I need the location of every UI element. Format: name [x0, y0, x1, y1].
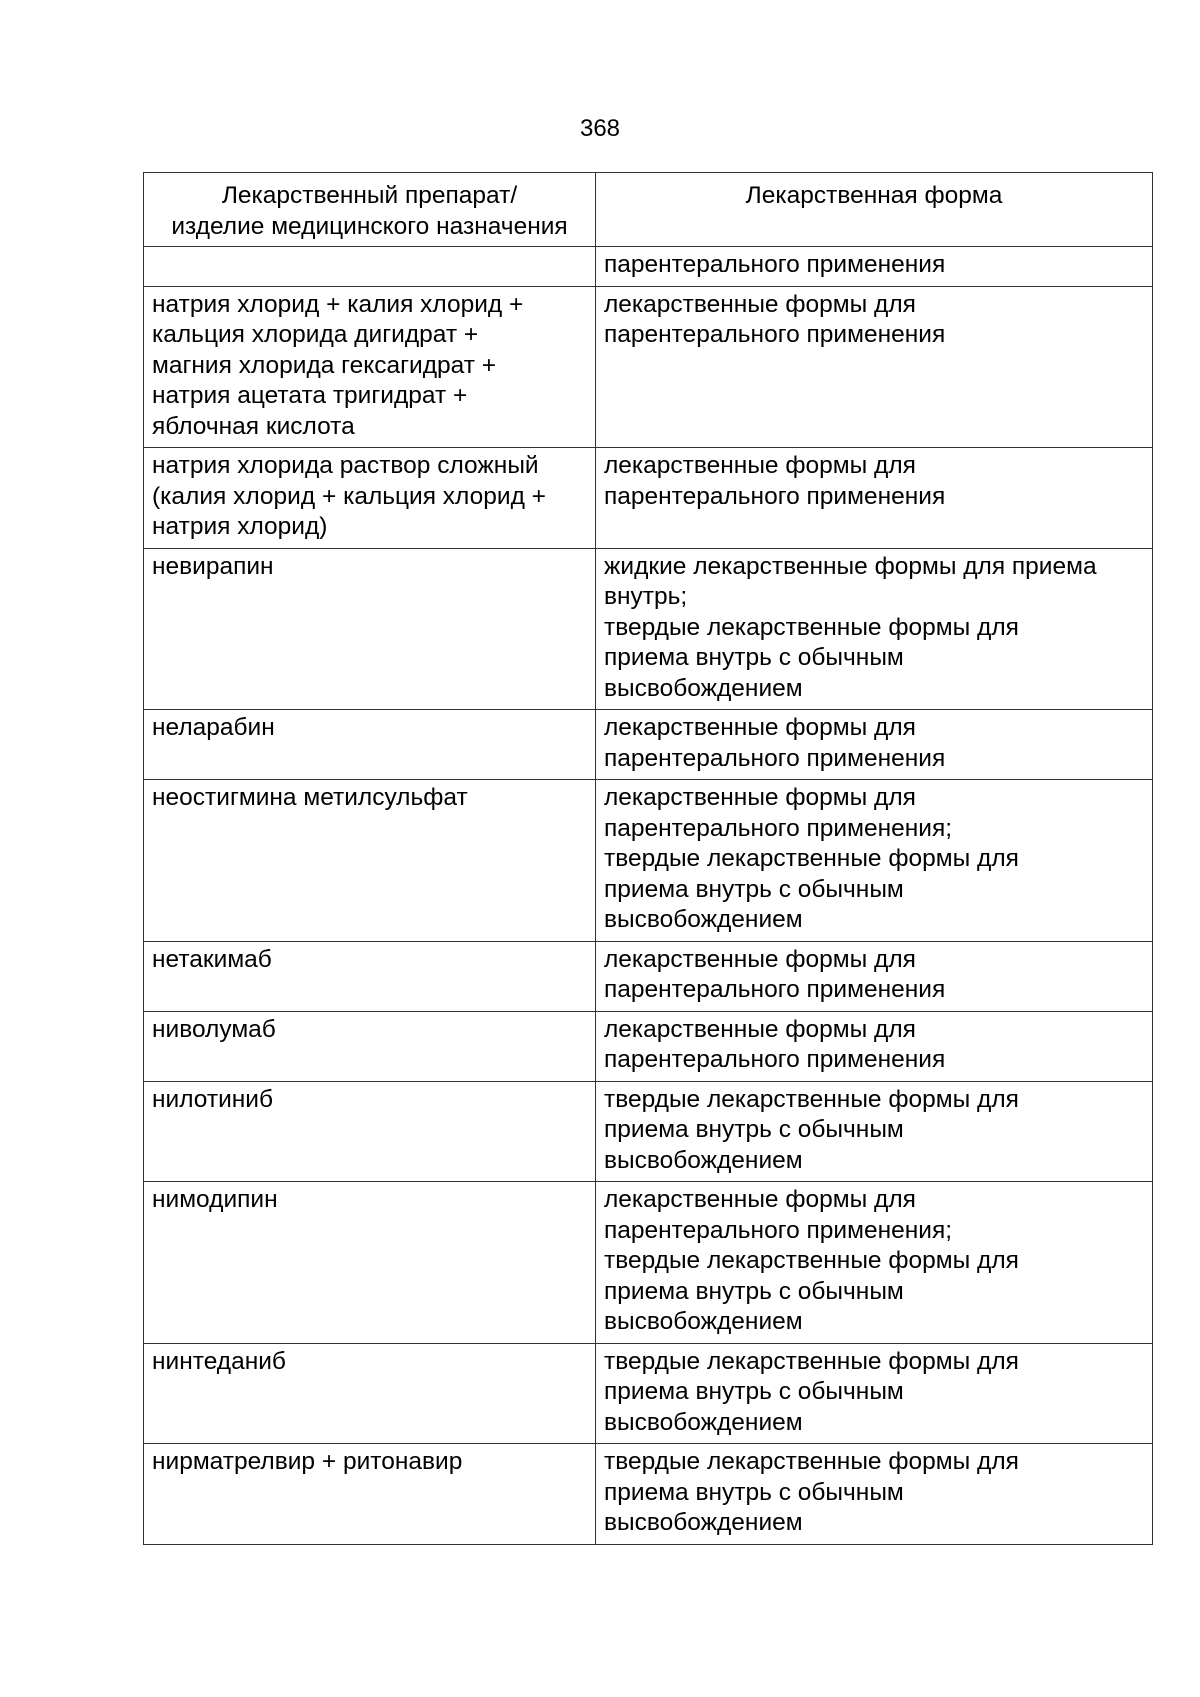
- table-row: [144, 1444, 1153, 1545]
- cell-text-line: яблочная кислота: [152, 412, 355, 440]
- cell-text-line: приема внутрь с обычным: [604, 1378, 904, 1405]
- cell-text-line: парентерального применения;: [604, 1216, 953, 1244]
- dosage-form-cell: [596, 1182, 1153, 1344]
- table-header-row: [144, 173, 1153, 247]
- cell-text-line: высвобождением: [604, 1509, 803, 1536]
- dosage-form-cell: [596, 286, 1153, 448]
- cell-text-line: парентерального применения: [604, 976, 946, 1003]
- drug-table: [143, 172, 1153, 1545]
- table-row: [144, 780, 1153, 942]
- drug-name-cell: [144, 1182, 596, 1344]
- page-number: 368: [579, 115, 621, 142]
- cell-text-line: Лекарственная форма: [745, 182, 1003, 209]
- drug-name-cell: [144, 286, 596, 448]
- table-row: [144, 448, 1153, 549]
- drug-name-cell: [144, 780, 596, 942]
- table-header: [144, 173, 1153, 247]
- table-row: [144, 1182, 1153, 1344]
- cell-text-line: внутрь;: [604, 583, 688, 610]
- cell-text-line: нетакимаб: [152, 945, 272, 973]
- header-form-column: [596, 173, 1153, 247]
- cell-text-line: парентерального применения: [604, 251, 946, 278]
- drug-name-cell: [144, 941, 596, 1011]
- table-row: [144, 1081, 1153, 1182]
- dosage-form-cell: [596, 448, 1153, 549]
- cell-text-line: высвобождением: [604, 906, 803, 933]
- cell-text-line: высвобождением: [604, 1308, 803, 1335]
- table-row: [144, 941, 1153, 1011]
- cell-text-line: лекарственные формы для: [604, 452, 916, 479]
- cell-text-line: Лекарственный препарат/: [221, 182, 518, 209]
- table-row: [144, 710, 1153, 780]
- table-body: [144, 247, 1153, 1545]
- cell-text-line: нинтеданиб: [152, 1347, 286, 1375]
- drug-name-cell: [144, 1081, 596, 1182]
- drug-name-cell: [144, 448, 596, 549]
- cell-text-line: приема внутрь с обычным: [604, 1277, 904, 1305]
- drug-name-cell: [144, 1444, 596, 1545]
- cell-text-line: натрия хлорид): [152, 513, 328, 540]
- table-row: [144, 1011, 1153, 1081]
- dosage-form-cell: [596, 1343, 1153, 1444]
- drug-name-cell: [144, 710, 596, 780]
- cell-text-line: приема внутрь с обычным: [604, 1478, 904, 1506]
- dosage-form-cell: [596, 1081, 1153, 1182]
- cell-text-line: невирапин: [152, 552, 274, 580]
- cell-text-line: ниволумаб: [152, 1015, 276, 1043]
- cell-text-line: приема внутрь с обычным: [604, 644, 904, 671]
- drug-name-cell: [144, 1343, 596, 1444]
- cell-text-line: лекарственные формы для: [604, 290, 916, 318]
- cell-text-line: твердые лекарственные формы для: [604, 1448, 1019, 1475]
- cell-text-line: натрия хлорида раствор сложный: [152, 452, 539, 479]
- table-row: [144, 1343, 1153, 1444]
- cell-text-line: (калия хлорид + кальция хлорид +: [152, 482, 546, 510]
- cell-text-line: парентерального применения: [604, 482, 946, 510]
- cell-text-line: твердые лекарственные формы для: [604, 613, 1019, 641]
- header-drug-column: [144, 173, 596, 247]
- cell-text-line: парентерального применения;: [604, 814, 953, 842]
- cell-text-line: приема внутрь с обычным: [604, 1116, 904, 1143]
- drug-name-cell: [144, 247, 596, 287]
- cell-text-line: парентерального применения: [604, 744, 946, 772]
- cell-text-line: твердые лекарственные формы для: [604, 1085, 1019, 1113]
- cell-text-line: нимодипин: [152, 1186, 278, 1213]
- table-row: [144, 286, 1153, 448]
- drug-name-cell: [144, 1011, 596, 1081]
- dosage-form-cell: [596, 710, 1153, 780]
- cell-text-line: лекарственные формы для: [604, 1015, 916, 1043]
- cell-text-line: лекарственные формы для: [604, 784, 916, 811]
- dosage-form-cell: [596, 247, 1153, 287]
- cell-text-line: парентерального применения: [604, 1046, 946, 1073]
- cell-text-line: неларабин: [152, 714, 275, 741]
- cell-text-line: неостигмина метилсульфат: [152, 784, 468, 811]
- dosage-form-cell: [596, 1011, 1153, 1081]
- cell-text-line: нилотиниб: [152, 1085, 274, 1113]
- cell-text-line: парентерального применения: [604, 321, 946, 348]
- cell-text-line: лекарственные формы для: [604, 714, 916, 741]
- cell-text-line: твердые лекарственные формы для: [604, 1347, 1019, 1375]
- table-row: [144, 548, 1153, 710]
- cell-text-line: натрия ацетата тригидрат +: [152, 382, 468, 409]
- cell-text-line: высвобождением: [604, 674, 803, 702]
- table-row: [144, 247, 1153, 287]
- cell-text-line: высвобождением: [604, 1146, 803, 1174]
- dosage-form-cell: [596, 941, 1153, 1011]
- cell-text-line: натрия хлорид + калия хлорид +: [152, 290, 524, 318]
- drug-name-cell: [144, 548, 596, 710]
- cell-text-line: изделие медицинского назначения: [171, 212, 568, 240]
- dosage-form-cell: [596, 1444, 1153, 1545]
- dosage-form-cell: [596, 548, 1153, 710]
- cell-text-line: высвобождением: [604, 1408, 803, 1436]
- cell-text-line: жидкие лекарственные формы для приема: [604, 552, 1097, 580]
- cell-text-line: твердые лекарственные формы для: [604, 1247, 1019, 1274]
- cell-text-line: лекарственные формы для: [604, 1186, 916, 1213]
- cell-text-line: нирматрелвир + ритонавир: [152, 1448, 463, 1475]
- cell-text-line: магния хлорида гексагидрат +: [152, 351, 497, 379]
- cell-text-line: лекарственные формы для: [604, 945, 916, 973]
- cell-text-line: твердые лекарственные формы для: [604, 845, 1019, 872]
- cell-text-line: кальция хлорида дигидрат +: [152, 321, 479, 348]
- cell-text-line: приема внутрь с обычным: [604, 875, 904, 903]
- dosage-form-cell: [596, 780, 1153, 942]
